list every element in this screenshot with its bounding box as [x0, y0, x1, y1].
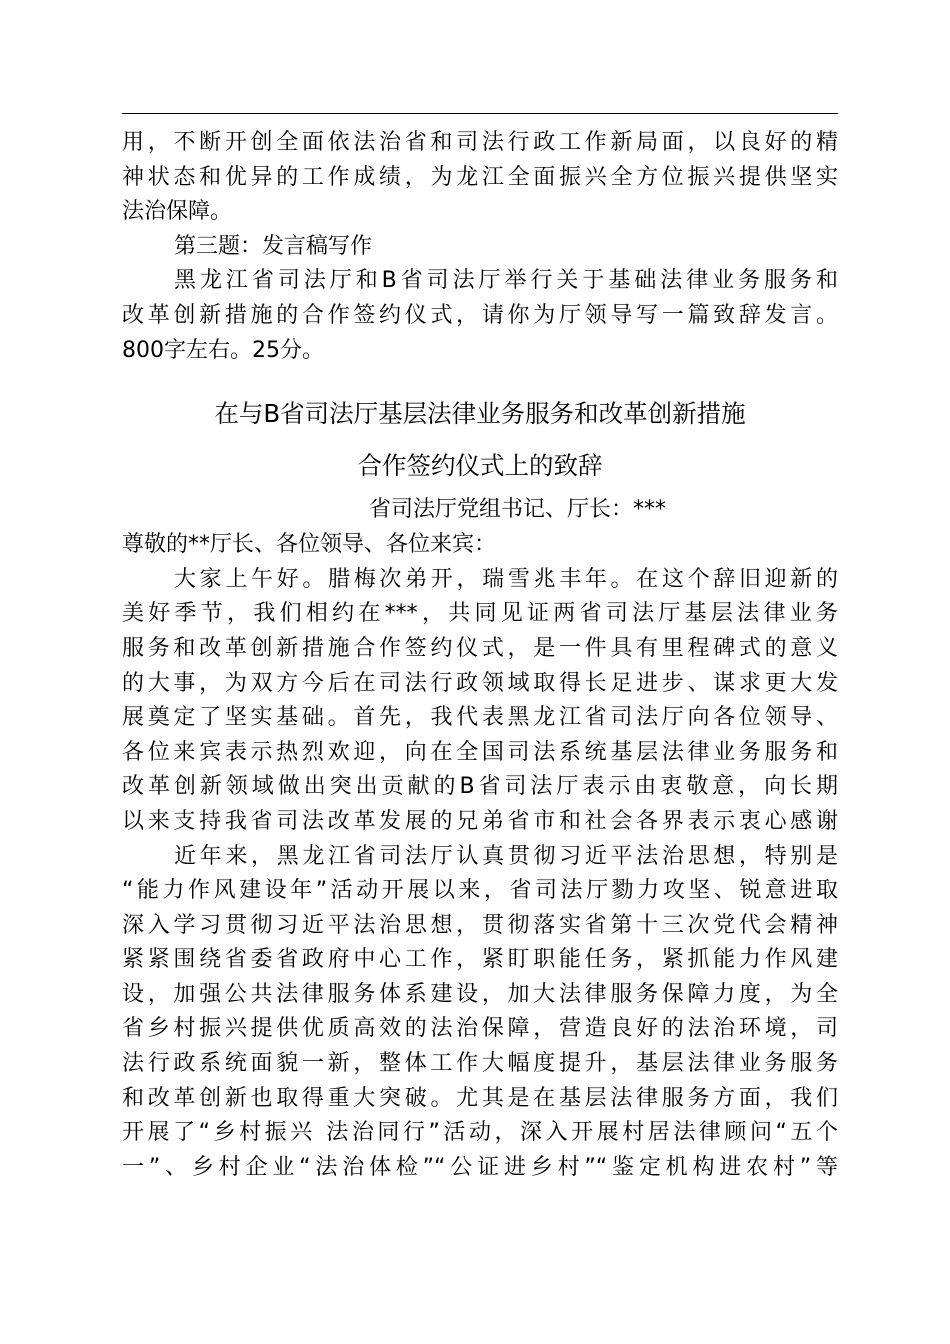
prompt-line: 黑龙江省司法厅和B省司法厅举行关于基础法律业务服务和: [174, 268, 838, 294]
paragraph-line: 开展了“乡村振兴 法治同行”活动，深入开展村居法律顾问“五个: [122, 1120, 838, 1146]
paragraph-line: 大家上午好。腊梅次弟开，瑞雪兆丰年。在这个辞旧迎新的: [174, 566, 838, 592]
prompt-line: 改革创新措施的合作签约仪式，请你为厅领导写一篇致辞发言。: [122, 302, 838, 328]
paragraph-line: 近年来，黑龙江省司法厅认真贯彻习近平法治思想，特别是: [174, 843, 838, 869]
paragraph-line: 展奠定了坚实基础。首先，我代表黑龙江省司法厅向各位领导、: [122, 705, 838, 731]
paragraph-line: 美好季节，我们相约在***，共同见证两省司法厅基层法律业务: [122, 601, 838, 627]
paragraph-line: 和改革创新也取得重大突破。尤其是在基层法律服务方面，我们: [122, 1085, 838, 1111]
paragraph-line: 省乡村振兴提供优质高效的法治保障，营造良好的法治环境，司: [122, 1016, 838, 1042]
spacer: [122, 368, 838, 388]
body-line: 神状态和优异的工作成绩，为龙江全面振兴全方位振兴提供坚实: [122, 164, 838, 190]
document-page: [122, 0, 838, 1344]
paragraph-line: 深入学习贯彻习近平法治思想，贯彻落实省第十三次党代会精神: [122, 912, 838, 938]
question-heading: 第三题：发言稿写作: [174, 233, 373, 259]
paragraph-line: 紧紧围绕省委省政府中心工作，紧盯职能任务，紧抓能力作风建: [122, 947, 838, 973]
paragraph-line: 设，加强公共法律服务体系建设，加大法律服务保障力度，为全: [122, 981, 838, 1007]
paragraph-line: 的大事，为双方今后在司法行政领域取得长足进步、谋求更大发: [122, 670, 838, 696]
paragraph-line: 各位来宾表示热烈欢迎，向在全国司法系统基层法律业务服务和: [122, 739, 838, 765]
salutation: 尊敬的**厅长、各位领导、各位来宾：: [122, 532, 497, 558]
body-line: 用，不断开创全面依法治省和司法行政工作新局面，以良好的精: [122, 130, 838, 155]
speech-byline: 省司法厅党组书记、厅长：***: [368, 497, 666, 523]
prompt-line: 800字左右。25分。: [122, 337, 324, 363]
header-rule: [122, 113, 838, 114]
document-body: [122, 126, 838, 1185]
paragraph-line: 服务和改革创新措施合作签约仪式，是一件具有里程碑式的意义: [122, 635, 838, 661]
paragraph-line: 一”、乡村企业“法治体检”“公证进乡村”“鉴定机构进农村”等: [122, 1154, 838, 1180]
paragraph-line: 改革创新领域做出突出贡献的B省司法厅表示由衷敬意，向长期: [122, 774, 838, 800]
speech-title: 合作签约仪式上的致辞: [357, 451, 603, 481]
paragraph-line: 法行政系统面貌一新，整体工作大幅度提升，基层法律业务服务: [122, 1051, 838, 1077]
paragraph-line: 以来支持我省司法改革发展的兄弟省市和社会各界表示衷心感谢: [122, 808, 838, 834]
body-line: 法治保障。: [122, 199, 233, 225]
paragraph-line: “能力作风建设年”活动开展以来，省司法厅勠力攻坚、锐意进取: [122, 878, 838, 904]
speech-title: 在与B省司法厅基层法律业务服务和改革创新措施: [214, 399, 746, 429]
